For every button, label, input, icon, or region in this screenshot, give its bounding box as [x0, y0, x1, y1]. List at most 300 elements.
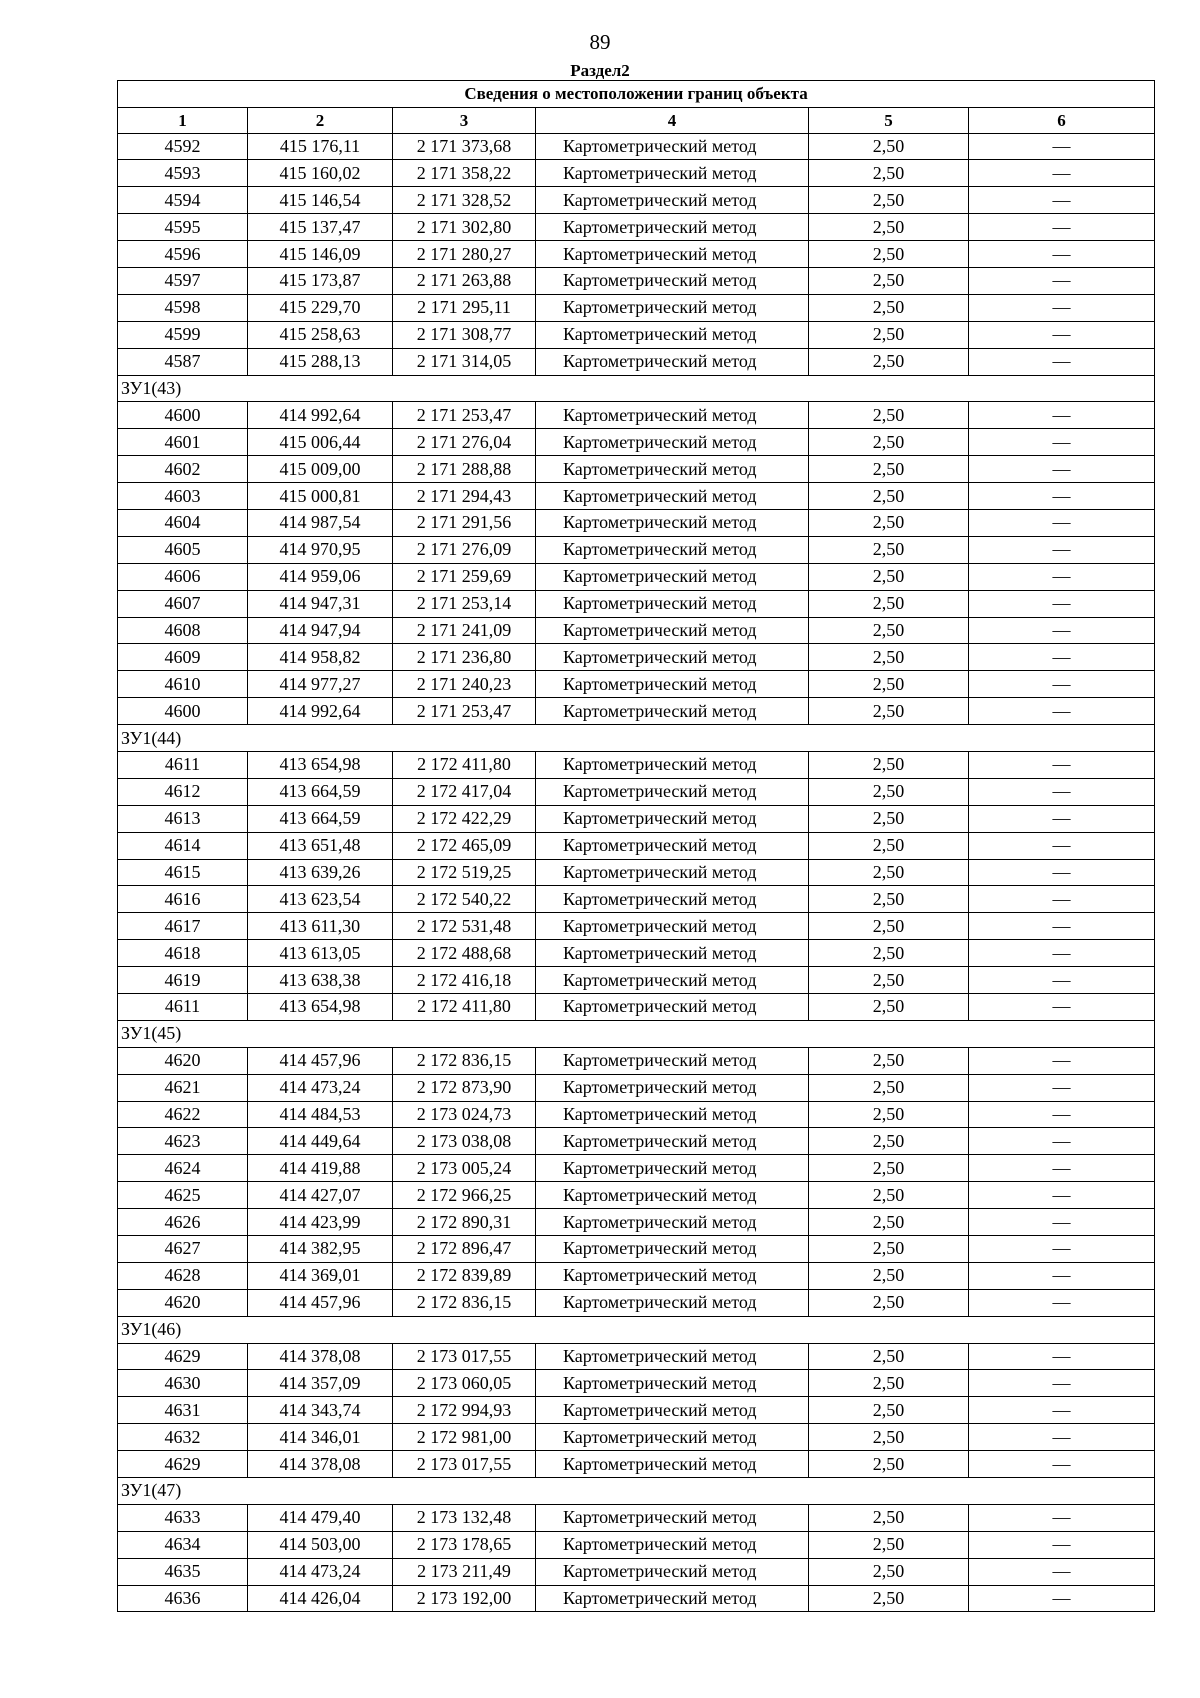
point-number-cell: 4631 [118, 1397, 248, 1424]
point-number-cell: 4632 [118, 1424, 248, 1451]
method-cell: Картометрический метод [536, 805, 809, 832]
point-number-cell: 4605 [118, 536, 248, 563]
y-coordinate-cell: 2 171 240,23 [393, 671, 536, 698]
x-coordinate-cell: 414 449,64 [248, 1128, 393, 1155]
x-coordinate-cell: 414 378,08 [248, 1343, 393, 1370]
y-coordinate-cell: 2 172 488,68 [393, 940, 536, 967]
accuracy-cell: 2,50 [809, 563, 969, 590]
point-number-cell: 4623 [118, 1128, 248, 1155]
point-number-cell: 4617 [118, 913, 248, 940]
point-number-cell: 4611 [118, 994, 248, 1021]
table-row [118, 967, 1155, 994]
note-cell: — [969, 1370, 1155, 1397]
accuracy-cell: 2,50 [809, 1343, 969, 1370]
point-number-cell: 4627 [118, 1236, 248, 1263]
note-cell: — [969, 267, 1155, 294]
table-row [118, 1262, 1155, 1289]
note-cell: — [969, 348, 1155, 375]
point-number-cell: 4597 [118, 267, 248, 294]
y-coordinate-cell: 2 172 531,48 [393, 913, 536, 940]
point-number-cell: 4629 [118, 1451, 248, 1478]
accuracy-cell: 2,50 [809, 1074, 969, 1101]
accuracy-cell: 2,50 [809, 751, 969, 778]
table-row [118, 1424, 1155, 1451]
table-row [118, 1074, 1155, 1101]
point-number-cell: 4626 [118, 1209, 248, 1236]
x-coordinate-cell: 414 343,74 [248, 1397, 393, 1424]
note-cell: — [969, 1182, 1155, 1209]
page-number: 89 [589, 30, 611, 54]
accuracy-cell: 2,50 [809, 1262, 969, 1289]
note-cell: — [969, 1047, 1155, 1074]
point-number-cell: 4607 [118, 590, 248, 617]
note-cell: — [969, 886, 1155, 913]
method-cell: Картометрический метод [536, 940, 809, 967]
accuracy-cell: 2,50 [809, 1182, 969, 1209]
method-cell: Картометрический метод [536, 1289, 809, 1316]
note-cell: — [969, 402, 1155, 429]
note-cell: — [969, 1585, 1155, 1612]
note-cell: — [969, 590, 1155, 617]
x-coordinate-cell: 415 006,44 [248, 429, 393, 456]
accuracy-cell: 2,50 [809, 859, 969, 886]
method-cell: Картометрический метод [536, 1236, 809, 1263]
method-cell: Картометрический метод [536, 267, 809, 294]
method-cell: Картометрический метод [536, 402, 809, 429]
x-coordinate-cell: 413 613,05 [248, 940, 393, 967]
note-cell: — [969, 1451, 1155, 1478]
note-cell: — [969, 1424, 1155, 1451]
x-coordinate-cell: 415 288,13 [248, 348, 393, 375]
point-number-cell: 4620 [118, 1047, 248, 1074]
y-coordinate-cell: 2 171 253,47 [393, 698, 536, 725]
point-number-cell: 4600 [118, 698, 248, 725]
table-row [118, 321, 1155, 348]
note-cell: — [969, 1236, 1155, 1263]
table-row [118, 456, 1155, 483]
note-cell: — [969, 429, 1155, 456]
point-number-cell: 4608 [118, 617, 248, 644]
x-coordinate-cell: 414 457,96 [248, 1047, 393, 1074]
note-cell: — [969, 1262, 1155, 1289]
x-coordinate-cell: 415 146,09 [248, 241, 393, 268]
x-coordinate-cell: 414 992,64 [248, 402, 393, 429]
y-coordinate-cell: 2 172 422,29 [393, 805, 536, 832]
point-number-cell: 4618 [118, 940, 248, 967]
table-row [118, 536, 1155, 563]
x-coordinate-cell: 413 654,98 [248, 751, 393, 778]
table-row [118, 617, 1155, 644]
x-coordinate-cell: 413 654,98 [248, 994, 393, 1021]
y-coordinate-cell: 2 172 896,47 [393, 1236, 536, 1263]
table-row [118, 886, 1155, 913]
y-coordinate-cell: 2 172 411,80 [393, 994, 536, 1021]
group-label: ЗУ1(46) [118, 1316, 1155, 1343]
table-row [118, 187, 1155, 214]
point-number-cell: 4625 [118, 1182, 248, 1209]
y-coordinate-cell: 2 171 373,68 [393, 133, 536, 160]
table-row [118, 644, 1155, 671]
accuracy-cell: 2,50 [809, 133, 969, 160]
accuracy-cell: 2,50 [809, 1585, 969, 1612]
y-coordinate-cell: 2 173 017,55 [393, 1343, 536, 1370]
column-number-row [118, 107, 1155, 133]
y-coordinate-cell: 2 171 263,88 [393, 267, 536, 294]
group-label: ЗУ1(44) [118, 725, 1155, 752]
y-coordinate-cell: 2 171 241,09 [393, 617, 536, 644]
y-coordinate-cell: 2 171 253,47 [393, 402, 536, 429]
y-coordinate-cell: 2 171 308,77 [393, 321, 536, 348]
group-header-row [118, 725, 1155, 752]
table-row [118, 590, 1155, 617]
method-cell: Картометрический метод [536, 160, 809, 187]
y-coordinate-cell: 2 172 416,18 [393, 967, 536, 994]
table-row [118, 913, 1155, 940]
x-coordinate-cell: 414 346,01 [248, 1424, 393, 1451]
method-cell: Картометрический метод [536, 644, 809, 671]
x-coordinate-cell: 413 611,30 [248, 913, 393, 940]
table-row [118, 294, 1155, 321]
accuracy-cell: 2,50 [809, 994, 969, 1021]
point-number-cell: 4601 [118, 429, 248, 456]
accuracy-cell: 2,50 [809, 778, 969, 805]
table-row [118, 267, 1155, 294]
point-number-cell: 4609 [118, 644, 248, 671]
y-coordinate-cell: 2 171 288,88 [393, 456, 536, 483]
y-coordinate-cell: 2 173 211,49 [393, 1558, 536, 1585]
accuracy-cell: 2,50 [809, 1558, 969, 1585]
y-coordinate-cell: 2 172 839,89 [393, 1262, 536, 1289]
point-number-cell: 4628 [118, 1262, 248, 1289]
column-number: 2 [248, 107, 393, 133]
y-coordinate-cell: 2 172 465,09 [393, 832, 536, 859]
method-cell: Картометрический метод [536, 563, 809, 590]
y-coordinate-cell: 2 172 966,25 [393, 1182, 536, 1209]
table-row [118, 1209, 1155, 1236]
table-caption-row [118, 81, 1155, 108]
method-cell: Картометрический метод [536, 1155, 809, 1182]
note-cell: — [969, 751, 1155, 778]
group-header-row [118, 375, 1155, 402]
note-cell: — [969, 778, 1155, 805]
x-coordinate-cell: 414 382,95 [248, 1236, 393, 1263]
point-number-cell: 4616 [118, 886, 248, 913]
point-number-cell: 4596 [118, 241, 248, 268]
table-row [118, 1370, 1155, 1397]
point-number-cell: 4636 [118, 1585, 248, 1612]
y-coordinate-cell: 2 171 276,04 [393, 429, 536, 456]
accuracy-cell: 2,50 [809, 160, 969, 187]
y-coordinate-cell: 2 173 178,65 [393, 1531, 536, 1558]
accuracy-cell: 2,50 [809, 241, 969, 268]
x-coordinate-cell: 414 977,27 [248, 671, 393, 698]
y-coordinate-cell: 2 172 411,80 [393, 751, 536, 778]
y-coordinate-cell: 2 171 328,52 [393, 187, 536, 214]
x-coordinate-cell: 414 378,08 [248, 1451, 393, 1478]
x-coordinate-cell: 414 423,99 [248, 1209, 393, 1236]
method-cell: Картометрический метод [536, 1128, 809, 1155]
y-coordinate-cell: 2 172 873,90 [393, 1074, 536, 1101]
accuracy-cell: 2,50 [809, 1451, 969, 1478]
note-cell: — [969, 563, 1155, 590]
point-number-cell: 4629 [118, 1343, 248, 1370]
x-coordinate-cell: 414 419,88 [248, 1155, 393, 1182]
accuracy-cell: 2,50 [809, 187, 969, 214]
method-cell: Картометрический метод [536, 1424, 809, 1451]
accuracy-cell: 2,50 [809, 536, 969, 563]
note-cell: — [969, 483, 1155, 510]
accuracy-cell: 2,50 [809, 1424, 969, 1451]
note-cell: — [969, 509, 1155, 536]
y-coordinate-cell: 2 171 280,27 [393, 241, 536, 268]
table-row [118, 1531, 1155, 1558]
method-cell: Картометрический метод [536, 536, 809, 563]
table-row [118, 348, 1155, 375]
method-cell: Картометрический метод [536, 1182, 809, 1209]
section-title: Раздел2 [570, 61, 630, 80]
table-row [118, 1101, 1155, 1128]
y-coordinate-cell: 2 171 291,56 [393, 509, 536, 536]
point-number-cell: 4614 [118, 832, 248, 859]
table-row [118, 1504, 1155, 1531]
x-coordinate-cell: 415 173,87 [248, 267, 393, 294]
y-coordinate-cell: 2 173 017,55 [393, 1451, 536, 1478]
table-row [118, 671, 1155, 698]
method-cell: Картометрический метод [536, 1558, 809, 1585]
x-coordinate-cell: 413 664,59 [248, 805, 393, 832]
table-row [118, 859, 1155, 886]
point-number-cell: 4602 [118, 456, 248, 483]
x-coordinate-cell: 414 427,07 [248, 1182, 393, 1209]
group-header-row [118, 1020, 1155, 1047]
table-row [118, 1558, 1155, 1585]
point-number-cell: 4633 [118, 1504, 248, 1531]
method-cell: Картометрический метод [536, 1343, 809, 1370]
note-cell: — [969, 456, 1155, 483]
note-cell: — [969, 133, 1155, 160]
point-number-cell: 4621 [118, 1074, 248, 1101]
accuracy-cell: 2,50 [809, 321, 969, 348]
note-cell: — [969, 1504, 1155, 1531]
table-row [118, 698, 1155, 725]
table-row [118, 1047, 1155, 1074]
table-row [118, 483, 1155, 510]
note-cell: — [969, 698, 1155, 725]
x-coordinate-cell: 415 229,70 [248, 294, 393, 321]
table-row [118, 1343, 1155, 1370]
y-coordinate-cell: 2 173 024,73 [393, 1101, 536, 1128]
note-cell: — [969, 671, 1155, 698]
point-number-cell: 4603 [118, 483, 248, 510]
accuracy-cell: 2,50 [809, 294, 969, 321]
point-number-cell: 4619 [118, 967, 248, 994]
note-cell: — [969, 187, 1155, 214]
column-number: 3 [393, 107, 536, 133]
method-cell: Картометрический метод [536, 698, 809, 725]
table-row [118, 1289, 1155, 1316]
table-row [118, 160, 1155, 187]
accuracy-cell: 2,50 [809, 1101, 969, 1128]
y-coordinate-cell: 2 171 276,09 [393, 536, 536, 563]
method-cell: Картометрический метод [536, 1585, 809, 1612]
point-number-cell: 4634 [118, 1531, 248, 1558]
note-cell: — [969, 913, 1155, 940]
note-cell: — [969, 1397, 1155, 1424]
y-coordinate-cell: 2 172 981,00 [393, 1424, 536, 1451]
y-coordinate-cell: 2 171 253,14 [393, 590, 536, 617]
group-header-row [118, 1478, 1155, 1505]
y-coordinate-cell: 2 171 236,80 [393, 644, 536, 671]
note-cell: — [969, 994, 1155, 1021]
method-cell: Картометрический метод [536, 967, 809, 994]
method-cell: Картометрический метод [536, 778, 809, 805]
x-coordinate-cell: 415 137,47 [248, 214, 393, 241]
y-coordinate-cell: 2 171 295,11 [393, 294, 536, 321]
y-coordinate-cell: 2 171 259,69 [393, 563, 536, 590]
method-cell: Картометрический метод [536, 859, 809, 886]
method-cell: Картометрический метод [536, 509, 809, 536]
accuracy-cell: 2,50 [809, 429, 969, 456]
table-row [118, 1236, 1155, 1263]
table-row [118, 751, 1155, 778]
point-number-cell: 4592 [118, 133, 248, 160]
table-row [118, 1397, 1155, 1424]
point-number-cell: 4587 [118, 348, 248, 375]
method-cell: Картометрический метод [536, 751, 809, 778]
y-coordinate-cell: 2 173 038,08 [393, 1128, 536, 1155]
accuracy-cell: 2,50 [809, 1155, 969, 1182]
accuracy-cell: 2,50 [809, 402, 969, 429]
accuracy-cell: 2,50 [809, 940, 969, 967]
method-cell: Картометрический метод [536, 913, 809, 940]
method-cell: Картометрический метод [536, 590, 809, 617]
table-row [118, 429, 1155, 456]
method-cell: Картометрический метод [536, 1451, 809, 1478]
note-cell: — [969, 1531, 1155, 1558]
note-cell: — [969, 940, 1155, 967]
note-cell: — [969, 1128, 1155, 1155]
method-cell: Картометрический метод [536, 1101, 809, 1128]
note-cell: — [969, 1289, 1155, 1316]
y-coordinate-cell: 2 173 060,05 [393, 1370, 536, 1397]
x-coordinate-cell: 414 947,31 [248, 590, 393, 617]
method-cell: Картометрический метод [536, 214, 809, 241]
table-row [118, 832, 1155, 859]
point-number-cell: 4630 [118, 1370, 248, 1397]
method-cell: Картометрический метод [536, 348, 809, 375]
x-coordinate-cell: 414 479,40 [248, 1504, 393, 1531]
note-cell: — [969, 1343, 1155, 1370]
y-coordinate-cell: 2 172 836,15 [393, 1289, 536, 1316]
accuracy-cell: 2,50 [809, 456, 969, 483]
group-header-row [118, 1316, 1155, 1343]
accuracy-cell: 2,50 [809, 1370, 969, 1397]
method-cell: Картометрический метод [536, 1370, 809, 1397]
table-row [118, 133, 1155, 160]
x-coordinate-cell: 414 947,94 [248, 617, 393, 644]
y-coordinate-cell: 2 171 358,22 [393, 160, 536, 187]
x-coordinate-cell: 413 623,54 [248, 886, 393, 913]
accuracy-cell: 2,50 [809, 698, 969, 725]
table-row [118, 563, 1155, 590]
x-coordinate-cell: 414 958,82 [248, 644, 393, 671]
point-number-cell: 4624 [118, 1155, 248, 1182]
note-cell: — [969, 321, 1155, 348]
point-number-cell: 4615 [118, 859, 248, 886]
note-cell: — [969, 617, 1155, 644]
table-row [118, 402, 1155, 429]
table-row [118, 805, 1155, 832]
method-cell: Картометрический метод [536, 886, 809, 913]
table-row [118, 1182, 1155, 1209]
accuracy-cell: 2,50 [809, 886, 969, 913]
column-number: 5 [809, 107, 969, 133]
boundary-table [117, 80, 1155, 1612]
y-coordinate-cell: 2 172 994,93 [393, 1397, 536, 1424]
accuracy-cell: 2,50 [809, 509, 969, 536]
accuracy-cell: 2,50 [809, 1504, 969, 1531]
x-coordinate-cell: 414 357,09 [248, 1370, 393, 1397]
group-label: ЗУ1(43) [118, 375, 1155, 402]
point-number-cell: 4612 [118, 778, 248, 805]
x-coordinate-cell: 414 426,04 [248, 1585, 393, 1612]
accuracy-cell: 2,50 [809, 590, 969, 617]
note-cell: — [969, 1101, 1155, 1128]
x-coordinate-cell: 415 009,00 [248, 456, 393, 483]
column-number: 4 [536, 107, 809, 133]
x-coordinate-cell: 414 369,01 [248, 1262, 393, 1289]
y-coordinate-cell: 2 171 302,80 [393, 214, 536, 241]
table-caption: Сведения о местоположении границ объекта [118, 81, 1155, 108]
accuracy-cell: 2,50 [809, 214, 969, 241]
accuracy-cell: 2,50 [809, 483, 969, 510]
accuracy-cell: 2,50 [809, 1209, 969, 1236]
method-cell: Картометрический метод [536, 133, 809, 160]
table-row [118, 994, 1155, 1021]
table-row [118, 1155, 1155, 1182]
x-coordinate-cell: 413 639,26 [248, 859, 393, 886]
accuracy-cell: 2,50 [809, 1128, 969, 1155]
note-cell: — [969, 859, 1155, 886]
point-number-cell: 4622 [118, 1101, 248, 1128]
method-cell: Картометрический метод [536, 483, 809, 510]
method-cell: Картометрический метод [536, 294, 809, 321]
column-number: 1 [118, 107, 248, 133]
x-coordinate-cell: 415 176,11 [248, 133, 393, 160]
note-cell: — [969, 805, 1155, 832]
accuracy-cell: 2,50 [809, 805, 969, 832]
accuracy-cell: 2,50 [809, 267, 969, 294]
x-coordinate-cell: 414 473,24 [248, 1074, 393, 1101]
y-coordinate-cell: 2 172 417,04 [393, 778, 536, 805]
x-coordinate-cell: 415 000,81 [248, 483, 393, 510]
accuracy-cell: 2,50 [809, 1531, 969, 1558]
method-cell: Картометрический метод [536, 832, 809, 859]
x-coordinate-cell: 415 160,02 [248, 160, 393, 187]
accuracy-cell: 2,50 [809, 644, 969, 671]
point-number-cell: 4620 [118, 1289, 248, 1316]
accuracy-cell: 2,50 [809, 967, 969, 994]
table-row [118, 241, 1155, 268]
method-cell: Картометрический метод [536, 671, 809, 698]
method-cell: Картометрический метод [536, 321, 809, 348]
accuracy-cell: 2,50 [809, 1397, 969, 1424]
table-row [118, 1585, 1155, 1612]
method-cell: Картометрический метод [536, 241, 809, 268]
point-number-cell: 4594 [118, 187, 248, 214]
x-coordinate-cell: 414 970,95 [248, 536, 393, 563]
note-cell: — [969, 1558, 1155, 1585]
